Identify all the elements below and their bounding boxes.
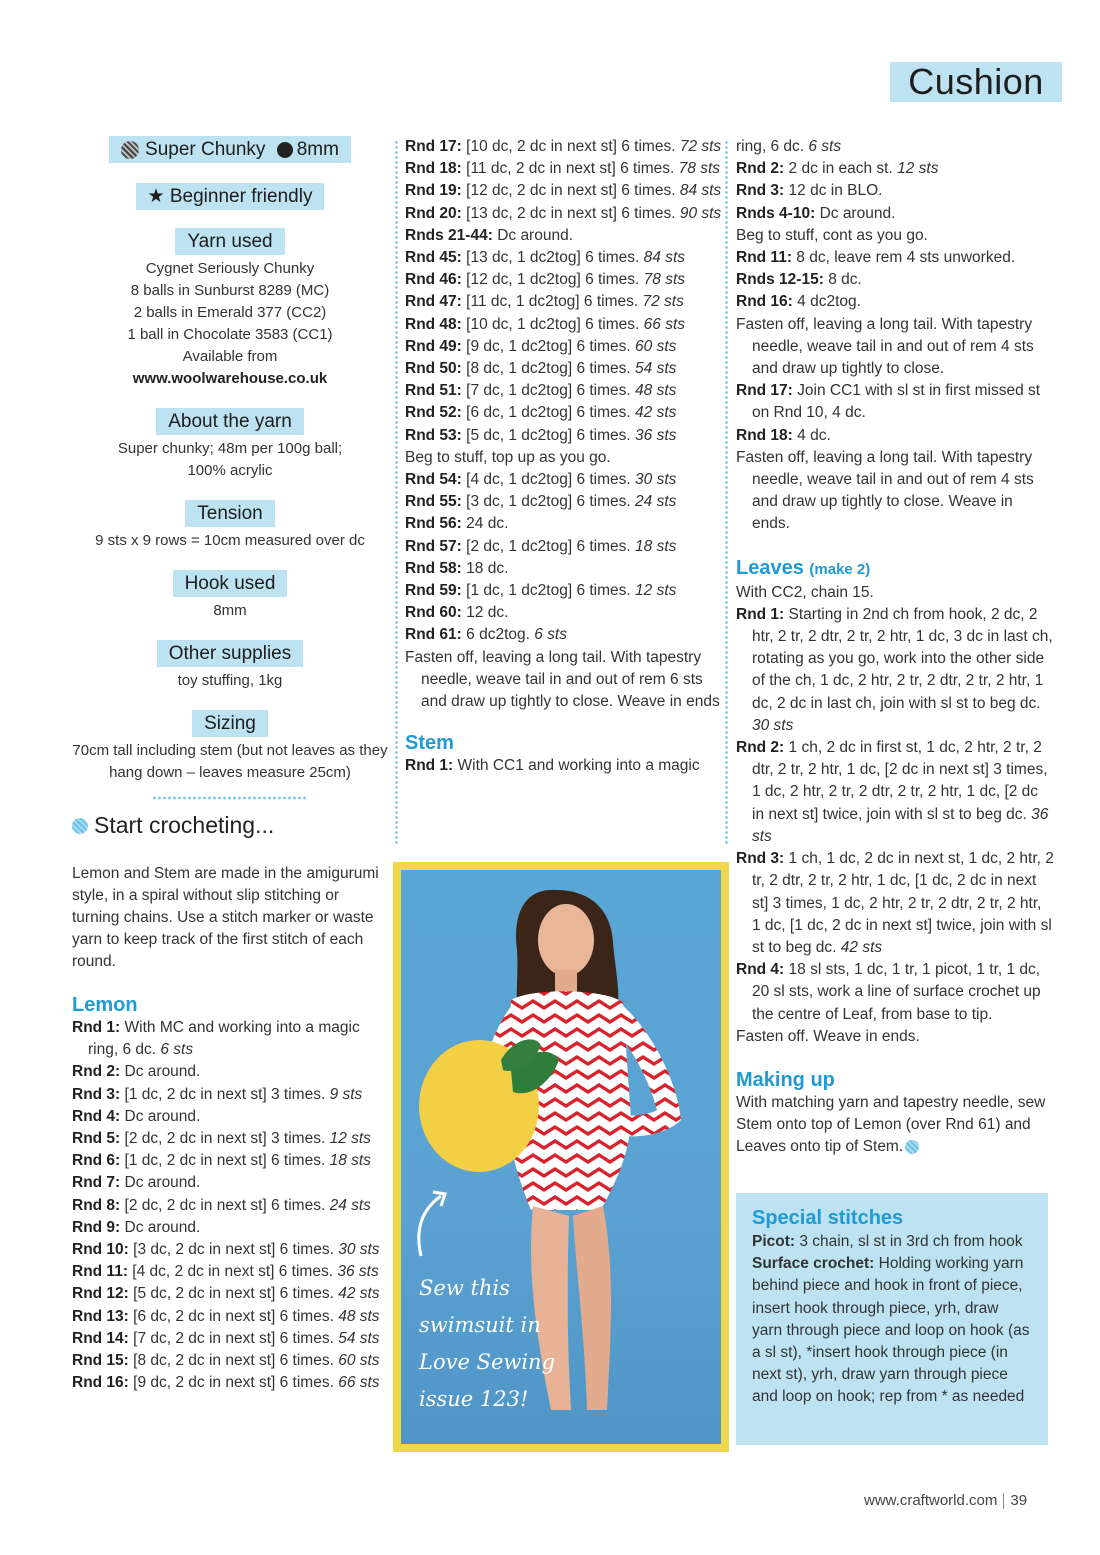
row-label: Rnd 12:: [72, 1285, 129, 1303]
pattern-row: [405, 402, 723, 424]
row-text: 18 dc.: [466, 559, 509, 577]
yarn-ball-icon: [72, 818, 88, 834]
row-label: Rnd 60:: [405, 604, 462, 622]
row-label: Rnd 2:: [736, 160, 785, 178]
row-label: Rnd 19:: [405, 182, 462, 200]
row-count: 42 sts: [840, 938, 883, 956]
pattern-row: [736, 447, 1054, 536]
pattern-row: [405, 136, 723, 158]
row-text: [3 dc, 1 dc2tog] 6 times.: [466, 493, 631, 511]
row-label: Rnds 21-44:: [405, 226, 493, 244]
info-line: toy stuffing, 1kg: [177, 672, 283, 689]
pattern-row: [405, 602, 723, 624]
row-label: Rnd 11:: [736, 249, 792, 267]
row-count: 72 sts: [642, 293, 684, 311]
yarn-ball-icon: [121, 141, 139, 159]
right-leg-shape: [573, 1206, 611, 1410]
info-section: [72, 500, 388, 552]
row-label: Rnd 4:: [736, 961, 785, 979]
row-text: [5 dc, 1 dc2tog] 6 times.: [466, 426, 631, 444]
special-stitch-text: Holding working yarn behind piece and hook in front of piece, insert hook through piece, yrh, draw yarn through piece and loop on hook (as a sl st), *insert hook through piece (in next st), yrh, draw yarn through piece and loop on hook; rep from * as needed: [752, 1255, 1030, 1406]
row-text: [7 dc, 2 dc in next st] 6 times.: [133, 1329, 334, 1347]
row-label: Rnd 47:: [405, 293, 462, 311]
row-label: Rnd 52:: [405, 404, 462, 422]
leaves-rows: [736, 582, 1054, 1048]
right-column: [736, 136, 1054, 1159]
row-label: Rnd 18:: [405, 160, 462, 178]
row-label: Rnd 2:: [736, 739, 785, 757]
leaves-heading-note: (make 2): [809, 560, 871, 578]
lemon-rows-left: [72, 1017, 388, 1394]
row-count: 48 sts: [635, 382, 677, 400]
row-text: Dc around.: [124, 1063, 201, 1081]
pattern-row: [72, 1306, 388, 1328]
row-text: [8 dc, 1 dc2tog] 6 times.: [466, 360, 631, 378]
row-count: 78 sts: [678, 160, 721, 178]
pattern-row: [405, 336, 723, 358]
row-label: Rnd 8:: [72, 1196, 121, 1214]
row-text: 8 dc, leave rem 4 sts unworked.: [796, 249, 1016, 267]
special-stitch-label: Picot:: [752, 1233, 796, 1250]
row-label: Rnd 54:: [405, 471, 462, 489]
info-line: 100% acrylic: [187, 462, 273, 479]
yarn-weight-label: Super Chunky: [145, 139, 266, 160]
row-text: [7 dc, 1 dc2tog] 6 times.: [466, 382, 631, 400]
row-text: With MC and working into a magic ring, 6 dc.: [88, 1019, 360, 1059]
special-stitches-heading: Special stitches: [752, 1207, 904, 1229]
row-count: 9 sts: [329, 1085, 363, 1103]
row-label: Rnd 1:: [736, 605, 785, 623]
pattern-row: [736, 136, 1054, 158]
row-label: Rnd 48:: [405, 315, 462, 333]
info-section-body: [72, 740, 388, 784]
pattern-row: [736, 203, 1054, 225]
row-count: 6 sts: [534, 626, 567, 644]
pattern-row: [72, 1261, 388, 1283]
row-count: 36 sts: [752, 805, 1049, 845]
row-count: 42 sts: [338, 1285, 380, 1303]
row-text: [4 dc, 1 dc2tog] 6 times.: [466, 471, 631, 489]
info-section-body: [72, 530, 388, 552]
pattern-row: [736, 737, 1054, 848]
row-label: Rnd 57:: [405, 537, 462, 555]
row-text: [1 dc, 2 dc in next st] 3 times.: [124, 1085, 326, 1103]
info-section-heading: Sizing: [192, 710, 268, 737]
pattern-row: [72, 1239, 388, 1261]
row-count: 30 sts: [752, 716, 794, 734]
pattern-row: [72, 1172, 388, 1194]
special-stitch-text: 3 chain, sl st in 3rd ch from hook: [799, 1233, 1023, 1250]
row-text: Dc around.: [819, 204, 896, 222]
row-label: Rnd 7:: [72, 1174, 121, 1192]
row-count: 12 sts: [329, 1130, 371, 1148]
info-line: 9 sts x 9 rows = 10cm measured over dc: [95, 532, 365, 549]
row-label: Rnd 56:: [405, 515, 462, 533]
level-label: Beginner friendly: [169, 186, 313, 207]
row-label: Rnd 18:: [736, 426, 793, 444]
row-label: Rnd 49:: [405, 337, 462, 355]
info-line: 1 ball in Chocolate 3583 (CC1): [127, 326, 333, 343]
pattern-row: [736, 604, 1054, 737]
special-stitch-row: [752, 1253, 1032, 1408]
arrow-curve: [419, 1196, 441, 1256]
model-photo: [401, 870, 721, 1444]
pattern-row: [736, 247, 1054, 269]
row-label: Rnd 14:: [72, 1329, 129, 1347]
caption-line: swimsuit in: [419, 1313, 541, 1337]
row-label: Rnd 3:: [736, 850, 785, 868]
row-text: Starting in 2nd ch from hook, 2 dc, 2 htr, 2 tr, 2 dtr, 2 tr, 2 htr, 1 dc, 3 dc in last ch, rotating as you go, work into the other side of the ch, 1 dc, 2 htr, 2 tr, 2 dtr, 2 tr, 2 htr, 1 dc, 2 dc in last ch, join with sl st to beg dc.: [752, 605, 1053, 712]
row-text: [9 dc, 1 dc2tog] 6 times.: [466, 337, 631, 355]
pattern-row: [405, 755, 723, 777]
pattern-row: [405, 536, 723, 558]
row-text: [5 dc, 2 dc in next st] 6 times.: [133, 1285, 334, 1303]
pattern-row: [405, 269, 723, 291]
row-text: 4 dc2tog.: [797, 293, 861, 311]
row-text: [6 dc, 1 dc2tog] 6 times.: [466, 404, 631, 422]
photo-caption: [419, 1270, 555, 1418]
row-count: 24 sts: [329, 1196, 371, 1214]
making-up-text: [736, 1092, 1054, 1159]
pattern-row: [736, 291, 1054, 313]
row-text: 24 dc.: [466, 515, 509, 533]
row-label: Rnd 6:: [72, 1152, 121, 1170]
pattern-row: [72, 1328, 388, 1350]
row-text: [11 dc, 1 dc2tog] 6 times.: [466, 293, 639, 311]
row-text: Fasten off. Weave in ends.: [736, 1027, 920, 1045]
row-text: 1 ch, 2 dc in first st, 1 dc, 2 htr, 2 tr, 2 dtr, 2 tr, 2 htr, 1 dc, [2 dc in next st] 3 times, 1 dc, 2 htr, 2 tr, 2 dtr, 2 tr, 2 htr, 1 dc, [2 dc in next st] twice, join with sl st to beg dc.: [752, 739, 1048, 823]
page-footer: [864, 1492, 1027, 1509]
row-count: 84 sts: [679, 182, 722, 200]
info-line: Cygnet Seriously Chunky: [145, 260, 315, 277]
caption-line: Sew this: [419, 1276, 510, 1300]
pattern-row: [405, 647, 723, 714]
row-text: 6 dc2tog.: [466, 626, 530, 644]
row-text: Join CC1 with sl st in first missed st on Rnd 10, 4 dc.: [752, 382, 1041, 422]
lemon-heading: Lemon: [72, 994, 138, 1016]
face-shape: [538, 904, 594, 976]
pattern-row: [405, 624, 723, 646]
special-stitches-rows: [752, 1231, 1032, 1409]
row-label: Rnd 46:: [405, 271, 462, 289]
info-section: [72, 570, 388, 622]
pattern-row: [736, 425, 1054, 447]
row-text: 8 dc.: [828, 271, 862, 289]
lemon-rows-middle: [405, 136, 723, 713]
star-icon: ★: [147, 186, 165, 207]
stem-rows-middle: [405, 755, 723, 777]
row-label: Rnd 15:: [72, 1352, 129, 1370]
row-count: 30 sts: [635, 471, 677, 489]
info-line: Super chunky; 48m per 100g ball;: [117, 440, 343, 457]
row-label: Rnd 55:: [405, 493, 462, 511]
row-text: [3 dc, 2 dc in next st] 6 times.: [133, 1241, 334, 1259]
row-text: Fasten off, leaving a long tail. With tapestry needle, weave tail in and out of rem 4 sts and draw up tightly to close.: [736, 315, 1034, 378]
pattern-row: [72, 1195, 388, 1217]
info-line: 8 balls in Sunburst 8289 (MC): [130, 282, 330, 299]
row-count: 60 sts: [338, 1352, 380, 1370]
pattern-row: [72, 1128, 388, 1150]
info-section-body: [72, 258, 388, 390]
row-count: 12 sts: [897, 160, 939, 178]
row-count: 66 sts: [338, 1374, 380, 1392]
pattern-row: [736, 158, 1054, 180]
row-count: 18 sts: [635, 537, 677, 555]
row-count: 54 sts: [635, 360, 677, 378]
column-divider-right: [725, 140, 728, 844]
model-photo-frame: [393, 862, 729, 1452]
pattern-row: [405, 291, 723, 313]
row-text: [13 dc, 2 dc in next st] 6 times.: [466, 204, 676, 222]
row-text: With CC2, chain 15.: [736, 583, 874, 601]
pattern-row: [405, 558, 723, 580]
yarn-ball-icon: [905, 1140, 919, 1154]
row-label: Rnd 5:: [72, 1130, 121, 1148]
info-line: Available from: [182, 348, 278, 365]
row-text: [10 dc, 1 dc2tog] 6 times.: [466, 315, 640, 333]
leaves-heading-row: [736, 556, 1054, 582]
yarn-weight-badge: [109, 136, 351, 163]
pattern-row: [72, 1372, 388, 1394]
row-text: Dc around.: [497, 226, 574, 244]
pattern-row: [72, 1106, 388, 1128]
row-text: With CC1 and working into a magic: [457, 757, 700, 775]
pattern-row: [72, 1061, 388, 1083]
row-text: [2 dc, 1 dc2tog] 6 times.: [466, 537, 631, 555]
row-count: 84 sts: [643, 249, 686, 267]
row-text: Beg to stuff, top up as you go.: [405, 448, 611, 466]
row-label: Rnd 13:: [72, 1307, 129, 1325]
row-label: Rnd 2:: [72, 1063, 121, 1081]
special-stitch-label: Surface crochet:: [752, 1255, 875, 1273]
info-section-heading: Other supplies: [157, 640, 304, 667]
pattern-row: [405, 380, 723, 402]
row-label: Rnd 51:: [405, 382, 462, 400]
page-title: Cushion: [908, 61, 1044, 102]
row-label: Rnd 58:: [405, 559, 462, 577]
row-label: Rnds 4-10:: [736, 204, 816, 222]
making-up-body: With matching yarn and tapestry needle, sew Stem onto top of Lemon (over Rnd 61) and Leaves onto tip of Stem.: [736, 1093, 1046, 1156]
pattern-row: [736, 582, 1054, 604]
row-text: ring, 6 dc.: [736, 138, 805, 155]
row-text: 2 dc in each st.: [788, 160, 893, 178]
special-stitches-box: [736, 1193, 1048, 1445]
row-count: 36 sts: [337, 1263, 379, 1281]
pattern-row: [72, 1217, 388, 1239]
row-text: 4 dc.: [797, 426, 831, 444]
info-section: [72, 408, 388, 482]
row-label: Rnd 61:: [405, 626, 462, 644]
row-text: Fasten off, leaving a long tail. With tapestry needle, weave tail in and out of rem 6 sts and draw up tightly to close. Weave in ends: [405, 648, 720, 711]
making-up-heading: Making up: [736, 1068, 835, 1091]
row-label: Rnds 12-15:: [736, 271, 824, 289]
pattern-row: [72, 1283, 388, 1305]
pattern-row: [405, 247, 723, 269]
row-count: 36 sts: [635, 426, 677, 444]
row-count: 6 sts: [808, 138, 842, 155]
row-count: 78 sts: [643, 271, 686, 289]
info-section-body: [72, 438, 388, 482]
page-title-box: [890, 62, 1062, 102]
info-section: [72, 640, 388, 692]
row-label: Rnd 59:: [405, 582, 462, 600]
info-section: [72, 228, 388, 390]
row-count: 12 sts: [635, 582, 677, 600]
row-count: 72 sts: [679, 138, 722, 155]
row-text: [13 dc, 1 dc2tog] 6 times.: [466, 249, 640, 267]
row-text: Dc around.: [124, 1174, 201, 1192]
row-text: 1 ch, 1 dc, 2 dc in next st, 1 dc, 2 htr, 2 tr, 2 dtr, 2 tr, 2 htr, 1 dc, [1 dc, 2 dc in next st] 3 times, 1 dc, 2 htr, 2 tr, 2 dtr, 2 tr, 2 htr, 1 dc, [1 dc, 2 dc in next st] twice, join with sl st to beg dc.: [752, 850, 1054, 956]
row-text: [4 dc, 2 dc in next st] 6 times.: [132, 1263, 334, 1281]
pattern-row: [72, 1084, 388, 1106]
info-line: 70cm tall including stem (but not leaves as they hang down – leaves measure 25cm): [72, 742, 388, 781]
row-count: 54 sts: [338, 1329, 380, 1347]
left-column: [72, 136, 388, 1394]
row-text: Beg to stuff, cont as you go.: [736, 226, 928, 244]
row-label: Rnd 50:: [405, 360, 462, 378]
pattern-row: [405, 580, 723, 602]
row-label: Rnd 3:: [736, 182, 785, 200]
row-label: Rnd 9:: [72, 1218, 121, 1236]
row-text: [2 dc, 2 dc in next st] 6 times.: [124, 1196, 326, 1214]
row-text: [10 dc, 2 dc in next st] 6 times.: [466, 138, 676, 155]
row-text: 12 dc.: [466, 604, 509, 622]
info-line: 8mm: [213, 602, 247, 619]
pattern-row: [405, 225, 723, 247]
row-text: [1 dc, 1 dc2tog] 6 times.: [466, 582, 631, 600]
pattern-row: [736, 225, 1054, 247]
info-section-heading: Hook used: [173, 570, 288, 597]
caption-line: Love Sewing: [419, 1350, 556, 1374]
row-text: [1 dc, 2 dc in next st] 6 times.: [124, 1152, 326, 1170]
info-section-body: [72, 600, 388, 622]
row-label: Rnd 16:: [72, 1374, 129, 1392]
pattern-row: [72, 1150, 388, 1172]
row-label: Rnd 16:: [736, 293, 793, 311]
row-text: [11 dc, 2 dc in next st] 6 times.: [466, 160, 675, 178]
row-label: Rnd 17:: [736, 382, 793, 400]
row-count: 48 sts: [338, 1307, 380, 1325]
row-label: Rnd 4:: [72, 1107, 121, 1125]
pattern-row: [405, 180, 723, 202]
info-section-heading: Yarn used: [175, 228, 284, 255]
row-count: 66 sts: [643, 315, 686, 333]
pattern-row: [405, 469, 723, 491]
pattern-row: [405, 203, 723, 225]
start-intro: Lemon and Stem are made in the amigurumi style, in a spiral without slip stitching or turning chains. Use a stitch marker or waste yarn to keep track of the first stitch of each round.: [72, 865, 379, 970]
caption-line: issue 123!: [419, 1387, 529, 1411]
row-label: Rnd 17:: [405, 138, 462, 155]
leaves-heading: Leaves: [736, 556, 804, 579]
pattern-row: [736, 959, 1054, 1026]
row-label: Rnd 10:: [72, 1241, 129, 1259]
row-count: 42 sts: [635, 404, 677, 422]
hook-size-label: 8mm: [296, 139, 339, 160]
pattern-row: [736, 380, 1054, 424]
level-badge: [136, 183, 325, 210]
special-stitch-row: [752, 1231, 1032, 1253]
row-text: Dc around.: [124, 1218, 201, 1236]
row-label: Rnd 3:: [72, 1085, 121, 1103]
row-count: 30 sts: [338, 1241, 380, 1259]
pattern-row: [405, 314, 723, 336]
pattern-row: [736, 314, 1054, 381]
info-section-body: [72, 670, 388, 692]
row-count: 18 sts: [329, 1152, 371, 1170]
info-link: www.woolwarehouse.co.uk: [132, 370, 328, 387]
row-text: [12 dc, 2 dc in next st] 6 times.: [466, 182, 676, 200]
info-line: 2 balls in Emerald 377 (CC2): [133, 304, 327, 321]
row-label: Rnd 1:: [72, 1019, 121, 1036]
pattern-row: [736, 1026, 1054, 1048]
pattern-row: [736, 180, 1054, 202]
start-heading: Start crocheting...: [94, 812, 275, 838]
row-count: 60 sts: [635, 337, 677, 355]
row-label: Rnd 1:: [405, 757, 454, 775]
row-text: Dc around.: [124, 1107, 201, 1125]
row-label: Rnd 45:: [405, 249, 462, 267]
middle-column: [405, 136, 723, 777]
info-section-heading: About the yarn: [156, 408, 304, 435]
info-section: [72, 710, 388, 784]
row-text: [12 dc, 1 dc2tog] 6 times.: [466, 271, 640, 289]
pattern-row: [72, 1350, 388, 1372]
page-number: 39: [1010, 1492, 1028, 1509]
pattern-row: [405, 425, 723, 447]
row-text: [6 dc, 2 dc in next st] 6 times.: [133, 1307, 334, 1325]
pattern-row: [405, 447, 723, 469]
pattern-row: [405, 513, 723, 535]
row-text: [2 dc, 2 dc in next st] 3 times.: [124, 1130, 326, 1148]
pattern-row: [405, 158, 723, 180]
row-count: 24 sts: [635, 493, 677, 511]
dotted-divider: [152, 796, 308, 800]
pattern-row: [405, 491, 723, 513]
row-text: Fasten off, leaving a long tail. With tapestry needle, weave tail in and out of rem 4 sts and draw up tightly to close. Weave in ends.: [736, 448, 1034, 533]
column-divider-left: [395, 140, 398, 844]
row-label: Rnd 20:: [405, 204, 462, 222]
start-heading-row: [72, 812, 388, 839]
pattern-row: [72, 1017, 388, 1061]
info-sections: [72, 228, 388, 784]
footer-site: www.craftworld.com: [864, 1492, 998, 1509]
footer-separator: [1003, 1493, 1004, 1509]
row-label: Rnd 11:: [72, 1263, 128, 1281]
row-text: [8 dc, 2 dc in next st] 6 times.: [133, 1352, 334, 1370]
pattern-row: [405, 358, 723, 380]
row-count: 6 sts: [160, 1041, 194, 1059]
stem-heading: Stem: [405, 732, 454, 755]
row-text: 12 dc in BLO.: [788, 182, 883, 200]
stem-rows-right: [736, 136, 1054, 536]
pattern-row: [736, 269, 1054, 291]
pattern-row: [736, 848, 1054, 959]
row-label: Rnd 53:: [405, 426, 462, 444]
row-text: 18 sl sts, 1 dc, 1 tr, 1 picot, 1 tr, 1 dc, 20 sl sts, work a line of surface crochet up the centre of Leaf, from base to tip.: [752, 961, 1041, 1023]
row-text: [9 dc, 2 dc in next st] 6 times.: [133, 1374, 334, 1392]
info-section-heading: Tension: [185, 500, 275, 527]
hook-icon: [277, 142, 293, 158]
row-count: 90 sts: [679, 204, 722, 222]
